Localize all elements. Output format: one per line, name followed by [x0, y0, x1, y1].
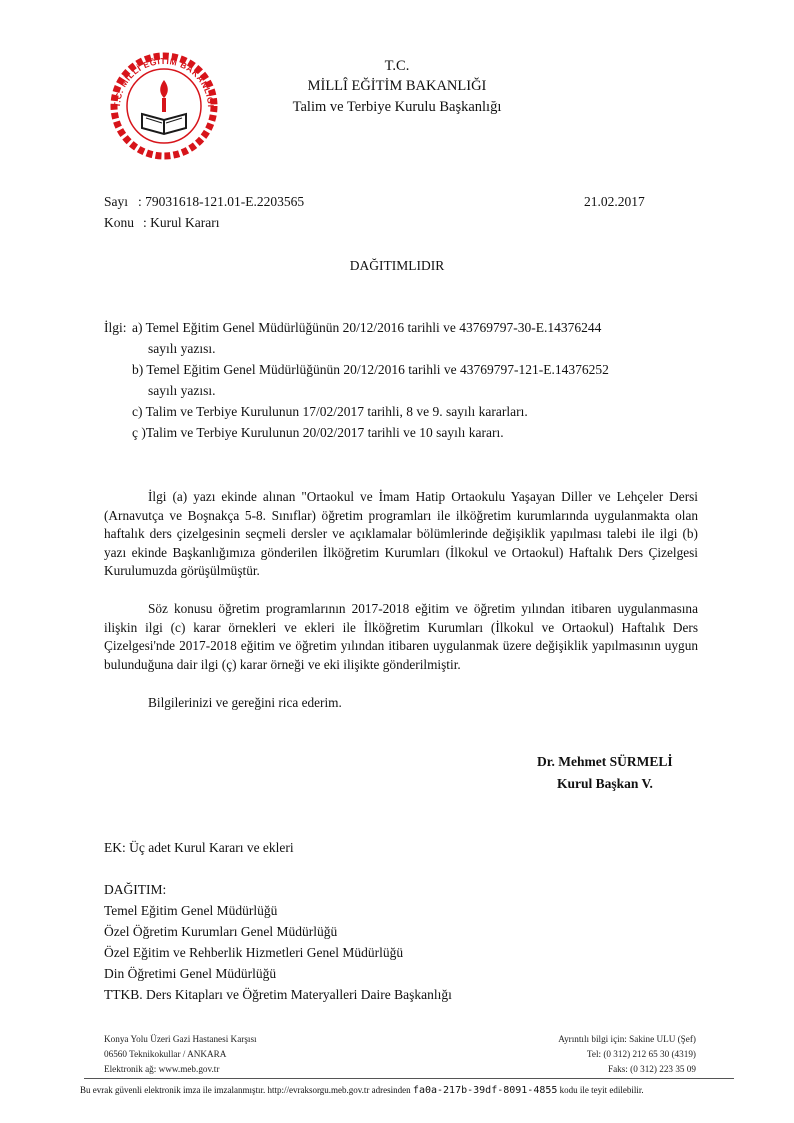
signatory-name: Dr. Mehmet SÜRMELİ: [537, 754, 673, 769]
dagitim-heading: DAĞITIM:: [104, 882, 167, 897]
body-paragraph-1: İlgi (a) yazı ekinde alınan "Ortaokul ve İmam Hatip Ortaokulu Yaşayan Diller ve Lehçeler Dersi (Arnavutça ve Boşnakça 5-8. Sınıflar) öğretim programları ile ilköğretim kurumlarında uygulanmakta olan haftalık ders çizelgesinin seçmeli dersler ve açıklamalar bölümlerinde değişiklik yapılması talebi ile ilgi (b) yazı ekinde Başkanlığımıza gönderilen İlköğretim Kurumları (İlkokul ve Ortaokul) Haftalık Ders Çizelgesi Kurulumuzda görüşülmüştür.: [104, 489, 698, 579]
sayi-label: Sayı: [104, 194, 129, 209]
ilgi-label: İlgi:: [104, 320, 127, 335]
ilgi-c: c) Talim ve Terbiye Kurulunun 17/02/2017 tarihli, 8 ve 9. sayılı kararları.: [132, 404, 528, 419]
verify-code[interactable]: fa0a-217b-39df-8091-4855: [412, 1085, 558, 1096]
footer-website: Elektronik ağ: www.meb.gov.tr: [104, 1064, 220, 1074]
body-paragraph-2: Söz konusu öğretim programlarının 2017-2018 eğitim ve öğretim yılından itibaren uygulanmasına ilişkin ilgi (c) karar örnekleri ve ekleri ile İlköğretim Kurumları (İlkokul ve Ortaokul) Haftalık Ders Çizelgesi'nde 2017-2018 eğitim ve öğretim yılından itibaren uygulanmak üzere değişiklik yapılmasının uygun bulunduğuna dair ilgi (ç) karar örneği ve eki ilişikte gönderilmiştir.: [104, 601, 698, 672]
verify-prefix: Bu evrak güvenli elektronik imza ile imzalanmıştır. http://evraksorgu.meb.gov.tr adresinden: [80, 1085, 411, 1095]
ilgi-a-line2: sayılı yazısı.: [148, 341, 216, 356]
header-ministry: MİLLÎ EĞİTİM BAKANLIĞI: [307, 78, 487, 94]
ilgi-b-line1: b) Temel Eğitim Genel Müdürlüğünün 20/12/2016 tarihli ve 43769797-121-E.14376252: [132, 362, 609, 377]
footer-address-line1: Konya Yolu Üzeri Gazi Hastanesi Karşısı: [104, 1034, 257, 1044]
ilgi-b-line2: sayılı yazısı.: [148, 383, 216, 398]
dagitim-item: Özel Eğitim ve Rehberlik Hizmetleri Genel Müdürlüğü: [104, 945, 404, 960]
dagitim-item: Özel Öğretim Kurumları Genel Müdürlüğü: [104, 924, 338, 939]
ilgi-a-line1: a) Temel Eğitim Genel Müdürlüğünün 20/12/2016 tarihli ve 43769797-30-E.14376244: [132, 320, 602, 335]
sayi-value: : 79031618-121.01-E.2203565: [138, 194, 305, 209]
ilgi-cc: ç )Talim ve Terbiye Kurulunun 20/02/2017 tarihli ve 10 sayılı kararı.: [132, 425, 504, 440]
signatory-title: Kurul Başkan V.: [557, 776, 653, 791]
verify-suffix: kodu ile teyit edilebilir.: [559, 1085, 644, 1095]
footer-contact-person: Ayrıntılı bilgi için: Sakine ULU (Şef): [558, 1034, 696, 1044]
body-paragraph-3: Bilgilerinizi ve gereğini rica ederim.: [148, 695, 342, 710]
konu-label: Konu: [104, 215, 134, 230]
header-department: Talim ve Terbiye Kurulu Başkanlığı: [292, 99, 502, 115]
dagitim-item: Temel Eğitim Genel Müdürlüğü: [104, 903, 278, 918]
footer-address-line2: 06560 Teknikokullar / ANKARA: [104, 1049, 227, 1059]
distribution-heading: DAĞITIMLIDIR: [349, 258, 445, 273]
document-date: 21.02.2017: [584, 194, 645, 209]
dagitim-item: TTKB. Ders Kitapları ve Öğretim Materyalleri Daire Başkanlığı: [104, 987, 452, 1002]
footer-fax: Faks: (0 312) 223 35 09: [607, 1064, 696, 1074]
e-signature-verification: [80, 1085, 644, 1096]
dagitim-item: Din Öğretimi Genel Müdürlüğü: [104, 966, 277, 981]
konu-value: : Kurul Kararı: [143, 215, 220, 230]
attachment-note: EK: Üç adet Kurul Kararı ve ekleri: [104, 840, 294, 855]
footer-phone: Tel: (0 312) 212 65 30 (4319): [586, 1049, 696, 1059]
header-tc: T.C.: [384, 58, 410, 74]
logo-ring-text: T.C. MİLLİ EĞİTİM BAKANLIĞI: [111, 55, 217, 108]
footer-divider: [84, 1078, 734, 1079]
